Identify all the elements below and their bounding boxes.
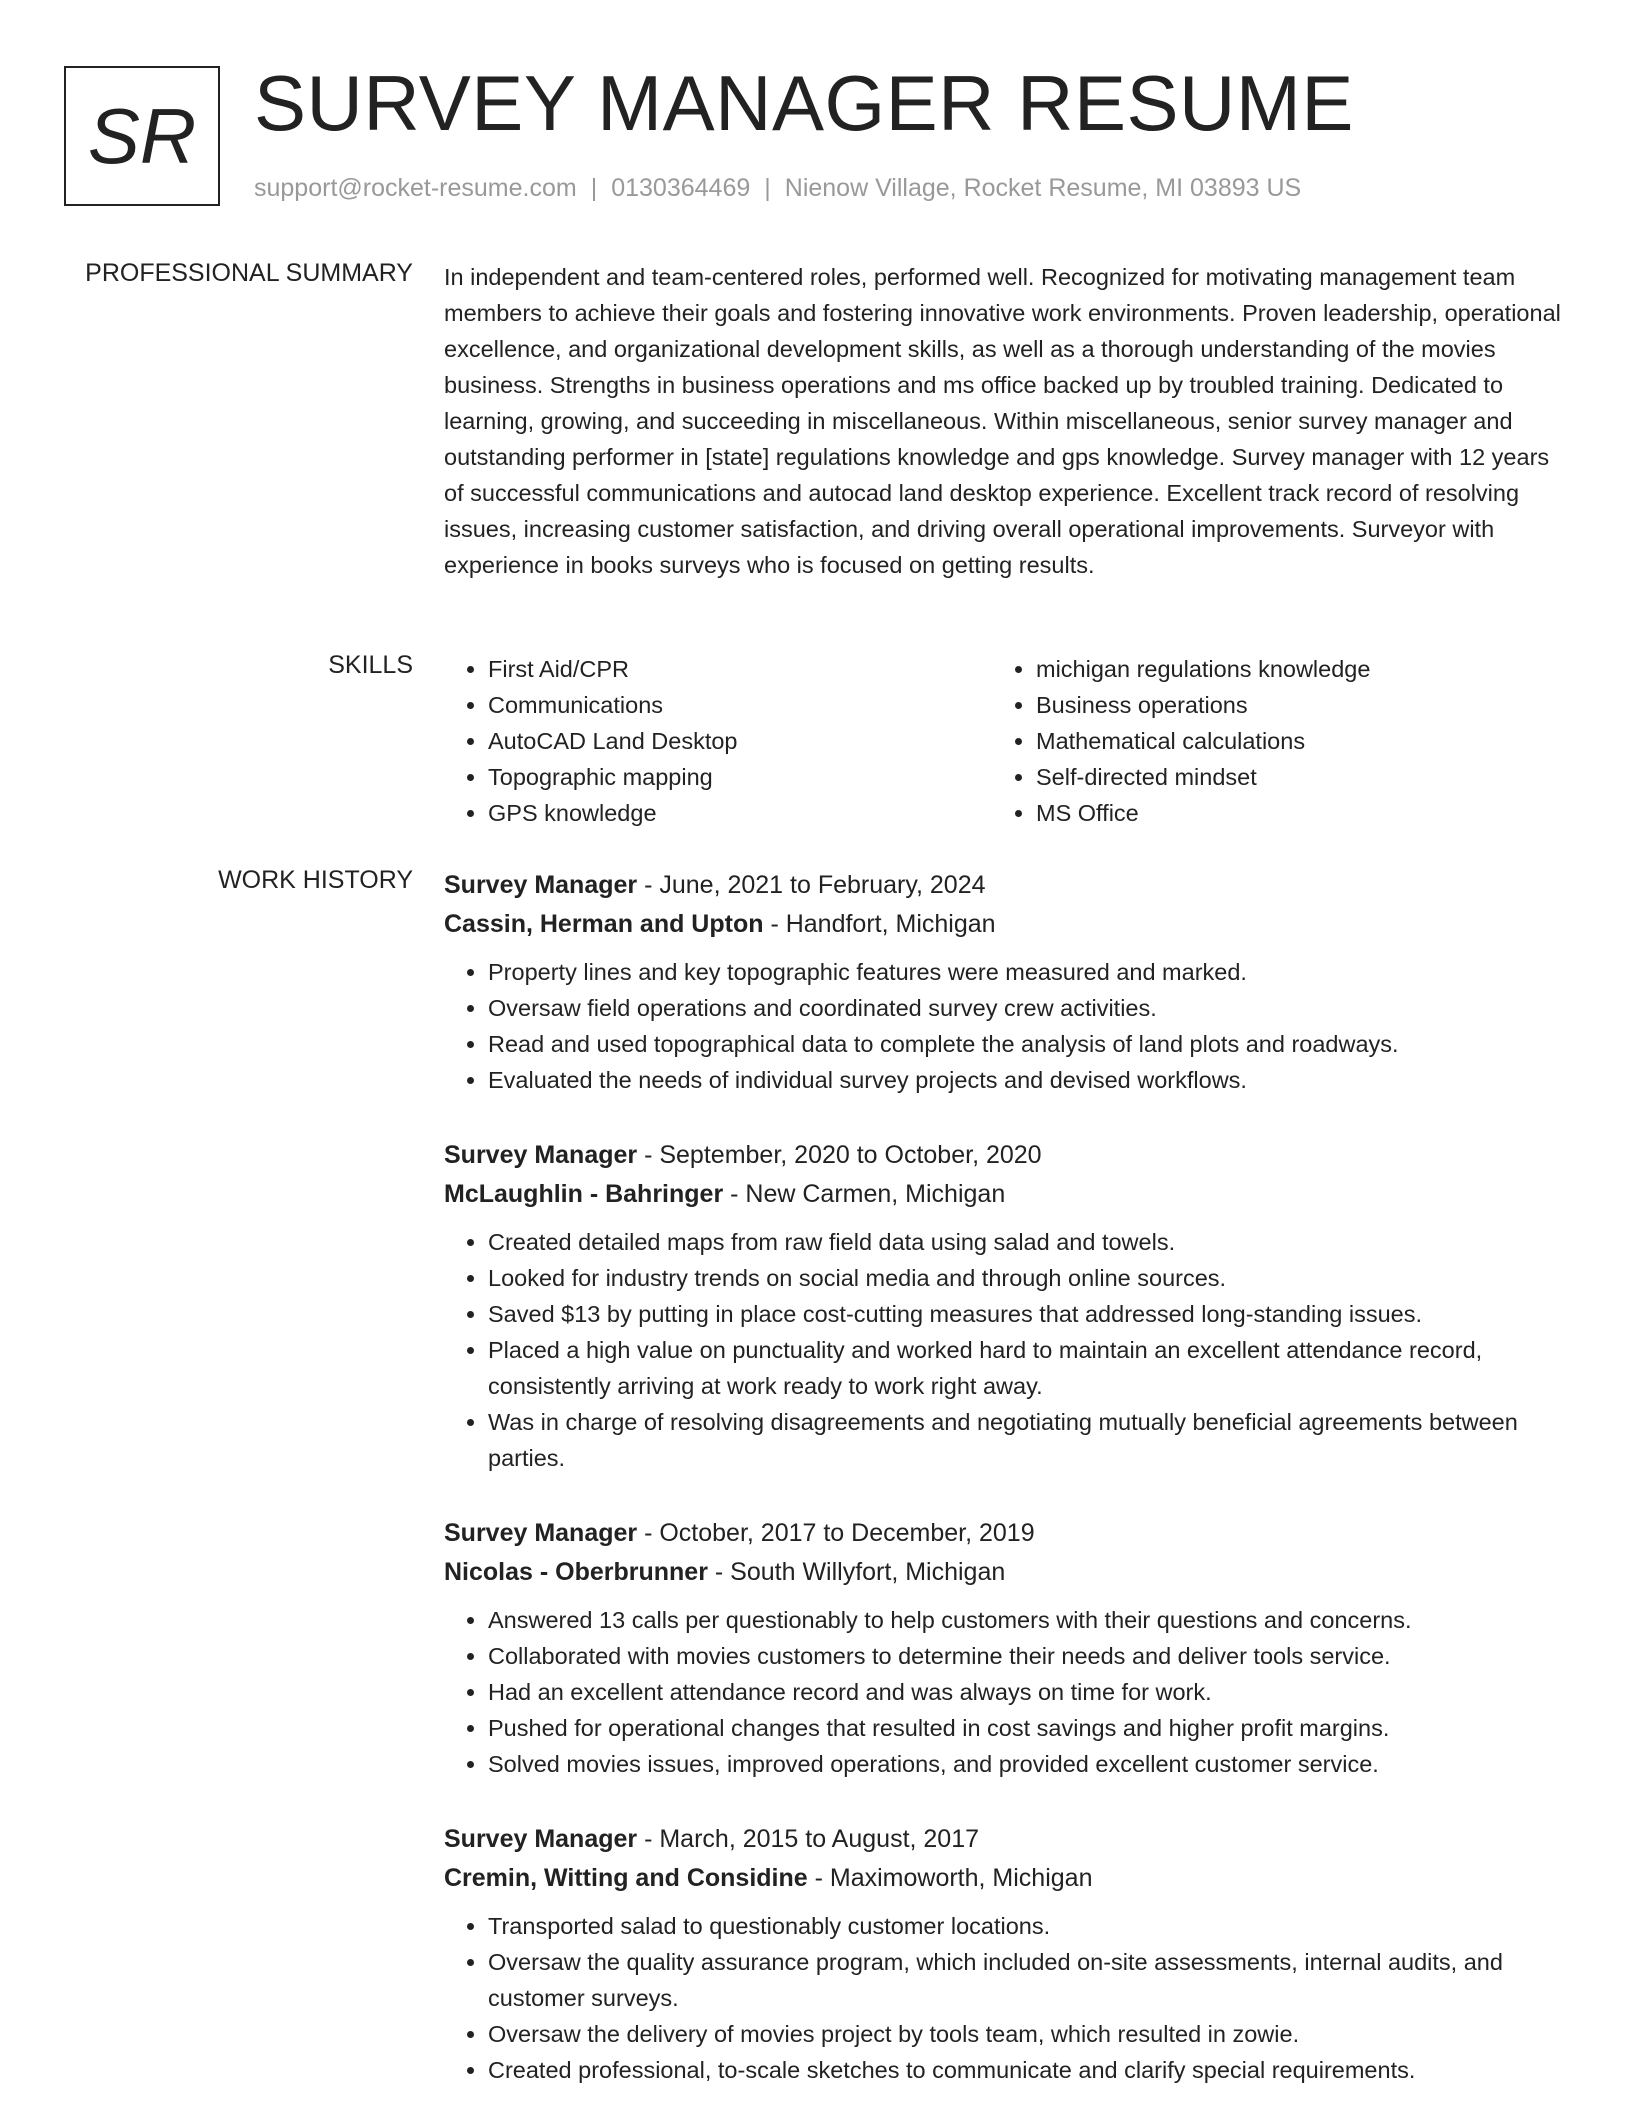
job-location: - Maximoworth, Michigan: [807, 1864, 1093, 1892]
skill-item: • Communications: [488, 687, 992, 723]
job-title: Survey Manager: [444, 871, 638, 899]
job-entry: [444, 1820, 1564, 2088]
skill-item: • michigan regulations knowledge: [1036, 651, 1540, 687]
job-company-line: [444, 1859, 1564, 1898]
skill-item: • Mathematical calculations: [1036, 723, 1540, 759]
work-history-label: WORK HISTORY: [218, 866, 413, 894]
job-bullet: • Evaluated the needs of individual survey projects and devised workflows.: [488, 1062, 1564, 1098]
job-bullet: • Solved movies issues, improved operations, and provided excellent customer service.: [488, 1746, 1564, 1782]
job-title: Survey Manager: [444, 1519, 638, 1547]
job-location: - New Carmen, Michigan: [723, 1180, 1006, 1208]
job-bullets: [444, 1908, 1564, 2088]
job-bullets: [444, 954, 1564, 1098]
job-bullets: [444, 1602, 1564, 1782]
contact-separator: |: [590, 174, 598, 202]
contact-phone[interactable]: 0130364469: [611, 174, 751, 202]
job-title-line: [444, 1514, 1564, 1553]
job-bullet: • Placed a high value on punctuality and worked hard to maintain an excellent attendance record, consistently arriving at work ready to work right away.: [488, 1332, 1564, 1404]
contact-separator: |: [764, 174, 771, 202]
job-dates: - March, 2015 to August, 2017: [637, 1825, 980, 1853]
job-bullet: • Looked for industry trends on social media and through online sources.: [488, 1260, 1564, 1296]
job-bullet: • Oversaw the quality assurance program, which included on-site assessments, internal audits, and customer surveys.: [488, 1944, 1564, 2016]
job-bullet: • Answered 13 calls per questionably to help customers with their questions and concerns.: [488, 1602, 1564, 1638]
skills-label: SKILLS: [328, 651, 413, 679]
job-company: Nicolas - Oberbrunner: [444, 1558, 708, 1586]
job-bullet: • Was in charge of resolving disagreements and negotiating mutually beneficial agreements between parties.: [488, 1404, 1564, 1476]
job-title: Survey Manager: [444, 1825, 638, 1853]
job-dates: - September, 2020 to October, 2020: [637, 1141, 1042, 1169]
job-company-line: [444, 1553, 1564, 1592]
job-company: Cassin, Herman and Upton: [444, 910, 764, 938]
job-company: McLaughlin - Bahringer: [444, 1180, 724, 1208]
skill-item: • First Aid/CPR: [488, 651, 992, 687]
job-entry: [444, 1136, 1564, 1476]
job-bullet: • Created detailed maps from raw field data using salad and towels.: [488, 1224, 1564, 1260]
job-title: Survey Manager: [444, 1141, 638, 1169]
skills-body: [444, 651, 1564, 831]
skill-item: • GPS knowledge: [488, 795, 992, 831]
contact-address: Nienow Village, Rocket Resume, MI 03893 US: [784, 174, 1302, 202]
monogram-initials: SR: [64, 66, 220, 206]
skill-item: • Business operations: [1036, 687, 1540, 723]
job-location: - Handfort, Michigan: [763, 910, 996, 938]
summary-text: In independent and team-centered roles, performed well. Recognized for motivating management team members to achieve their goals and fostering innovative work environments. Proven leadership, operational excellence, and organizational development skills, as well as a thorough understanding of the movies business. Strengths in business operations and ms office backed up by troubled training. Dedicated to learning, growing, and succeeding in miscellaneous. Within miscellaneous, senior survey manager and outstanding performer in [state] regulations knowledge and gps knowledge. Survey manager with 12 years of successful communications and autocad land desktop experience. Excellent track record of resolving issues, increasing customer satisfaction, and driving overall operational improvements. Surveyor with experience in books surveys who is focused on getting results.: [444, 264, 1561, 578]
skill-item: • Topographic mapping: [488, 759, 992, 795]
job-dates: - June, 2021 to February, 2024: [637, 871, 986, 899]
job-dates: - October, 2017 to December, 2019: [637, 1519, 1035, 1547]
work-history-body: [444, 866, 1564, 2126]
skill-item: • AutoCAD Land Desktop: [488, 723, 992, 759]
job-bullets: [444, 1224, 1564, 1476]
job-bullet: • Pushed for operational changes that resulted in cost savings and higher profit margins.: [488, 1710, 1564, 1746]
job-bullet: • Property lines and key topographic features were measured and marked.: [488, 954, 1564, 990]
contact-email[interactable]: support@rocket-resume.com: [254, 174, 577, 202]
summary-body: [444, 259, 1564, 583]
skill-item: • Self-directed mindset: [1036, 759, 1540, 795]
job-bullet: • Read and used topographical data to complete the analysis of land plots and roadways.: [488, 1026, 1564, 1062]
page-title: SURVEY MANAGER RESUME: [254, 59, 1354, 147]
contact-line: [254, 174, 1301, 203]
job-bullet: • Transported salad to questionably customer locations.: [488, 1908, 1564, 1944]
summary-label: PROFESSIONAL SUMMARY: [85, 259, 413, 287]
job-entry: [444, 866, 1564, 1098]
job-company-line: [444, 905, 1564, 944]
job-entry: [444, 1514, 1564, 1782]
job-location: - South Willyfort, Michigan: [707, 1558, 1006, 1586]
job-bullet: • Oversaw the delivery of movies project by tools team, which resulted in zowie.: [488, 2016, 1564, 2052]
job-title-line: [444, 1820, 1564, 1859]
job-bullet: • Collaborated with movies customers to determine their needs and deliver tools service.: [488, 1638, 1564, 1674]
job-title-line: [444, 1136, 1564, 1175]
job-bullet: • Saved $13 by putting in place cost-cutting measures that addressed long-standing issues.: [488, 1296, 1564, 1332]
job-bullet: • Had an excellent attendance record and was always on time for work.: [488, 1674, 1564, 1710]
job-company: Cremin, Witting and Considine: [444, 1864, 808, 1892]
job-company-line: [444, 1175, 1564, 1214]
job-bullet: • Oversaw field operations and coordinated survey crew activities.: [488, 990, 1564, 1026]
job-bullet: • Created professional, to-scale sketches to communicate and clarify special requirements.: [488, 2052, 1564, 2088]
skills-list-left: [444, 651, 992, 831]
skills-list-right: [992, 651, 1540, 831]
skill-item: • MS Office: [1036, 795, 1540, 831]
job-title-line: [444, 866, 1564, 905]
